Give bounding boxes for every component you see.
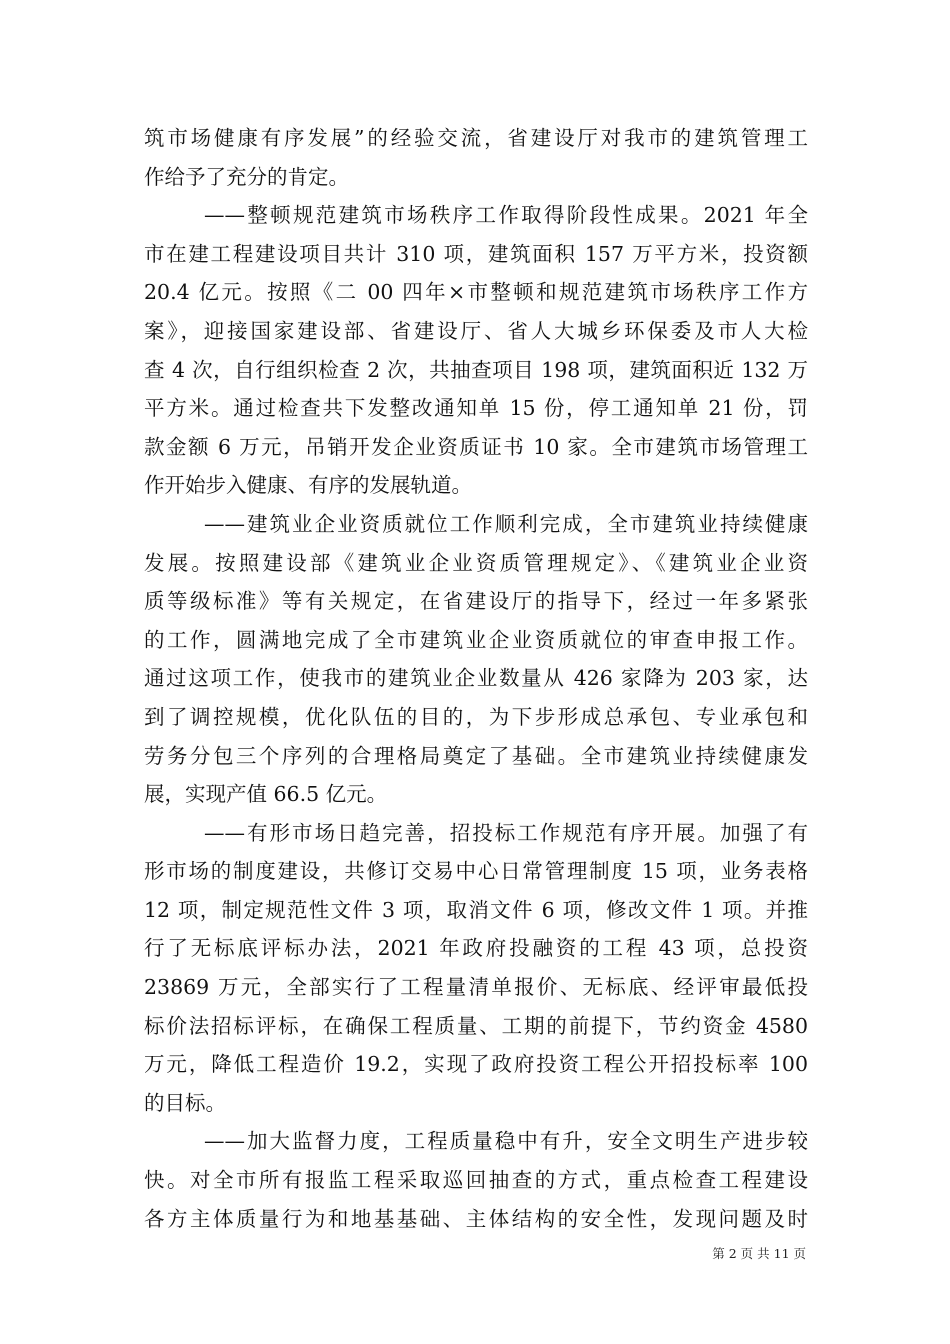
text-line: 筑市场健康有序发展”的经验交流，省建设厅对我市的建筑管理工 [144, 126, 808, 150]
text-line: ——建筑业企业资质就位工作顺利完成，全市建筑业持续健康 [204, 511, 808, 536]
text-line: 快。对全市所有报监工程采取巡回抽查的方式，重点检查工程建设 [144, 1168, 808, 1193]
text-line: 的工作，圆满地完成了全市建筑业企业资质就位的审查申报工作。 [144, 627, 808, 652]
text-line: 查 4 次，自行组织检查 2 次，共抽查项目 198 项，建筑面积近 132 万 [144, 357, 808, 382]
text-line: 的目标。 [144, 1090, 226, 1115]
text-line: 23869 万元，全部实行了工程量清单报价、无标底、经评审最低投 [144, 975, 808, 1000]
text-line: 万元，降低工程造价 19.2，实现了政府投资工程公开招投标率 100 [144, 1052, 808, 1077]
text-line: 市在建工程建设项目共计 310 项，建筑面积 157 万平方米，投资额 [144, 241, 808, 266]
text-line: 平方米。通过检查共下发整改通知单 15 份，停工通知单 21 份，罚 [144, 396, 808, 421]
text-line: 作给予了充分的肯定。 [144, 164, 349, 189]
text-line: 劳务分包三个序列的合理格局奠定了基础。全市建筑业持续健康发 [144, 743, 808, 768]
text-line: ——加大监督力度，工程质量稳中有升，安全文明生产进步较 [204, 1129, 808, 1154]
text-line: ——有形市场日趋完善，招投标工作规范有序开展。加强了有 [204, 820, 808, 845]
text-line: 行了无标底评标办法，2021 年政府投融资的工程 43 项，总投资 [144, 936, 808, 961]
text-line: 展，实现产值 66.5 亿元。 [144, 782, 388, 807]
text-line: 12 项，制定规范性文件 3 项，取消文件 6 项，修改文件 1 项。并推 [144, 897, 808, 922]
document-body [144, 119, 808, 1238]
text-line: 形市场的制度建设，共修订交易中心日常管理制度 15 项，业务表格 [144, 859, 808, 884]
text-line: 通过这项工作，使我市的建筑业企业数量从 426 家降为 203 家，达 [144, 666, 808, 691]
page-number: 第 2 页 共 11 页 [712, 1246, 806, 1261]
text-line: 20.4 亿元。按照《二 00 四年×市整顿和规范建筑市场秩序工作方 [144, 280, 808, 305]
text-line: 发展。按照建设部《建筑业企业资质管理规定》、《建筑业企业资 [144, 550, 808, 575]
text-line: 作开始步入健康、有序的发展轨道。 [144, 473, 472, 498]
text-line: 标价法招标评标，在确保工程质量、工期的前提下，节约资金 4580 [144, 1013, 808, 1038]
text-line: 款金额 6 万元，吊销开发企业资质证书 10 家。全市建筑市场管理工 [144, 434, 808, 459]
text-line: 质等级标准》等有关规定，在省建设厅的指导下，经过一年多紧张 [144, 589, 808, 614]
text-line: 案》，迎接国家建设部、省建设厅、省人大城乡环保委及市人大检 [144, 318, 808, 343]
text-line: ——整顿规范建筑市场秩序工作取得阶段性成果。2021 年全 [204, 203, 808, 228]
text-line: 到了调控规模，优化队伍的目的，为下步形成总承包、专业承包和 [144, 704, 808, 729]
text-line: 各方主体质量行为和地基基础、主体结构的安全性，发现问题及时 [144, 1206, 808, 1231]
